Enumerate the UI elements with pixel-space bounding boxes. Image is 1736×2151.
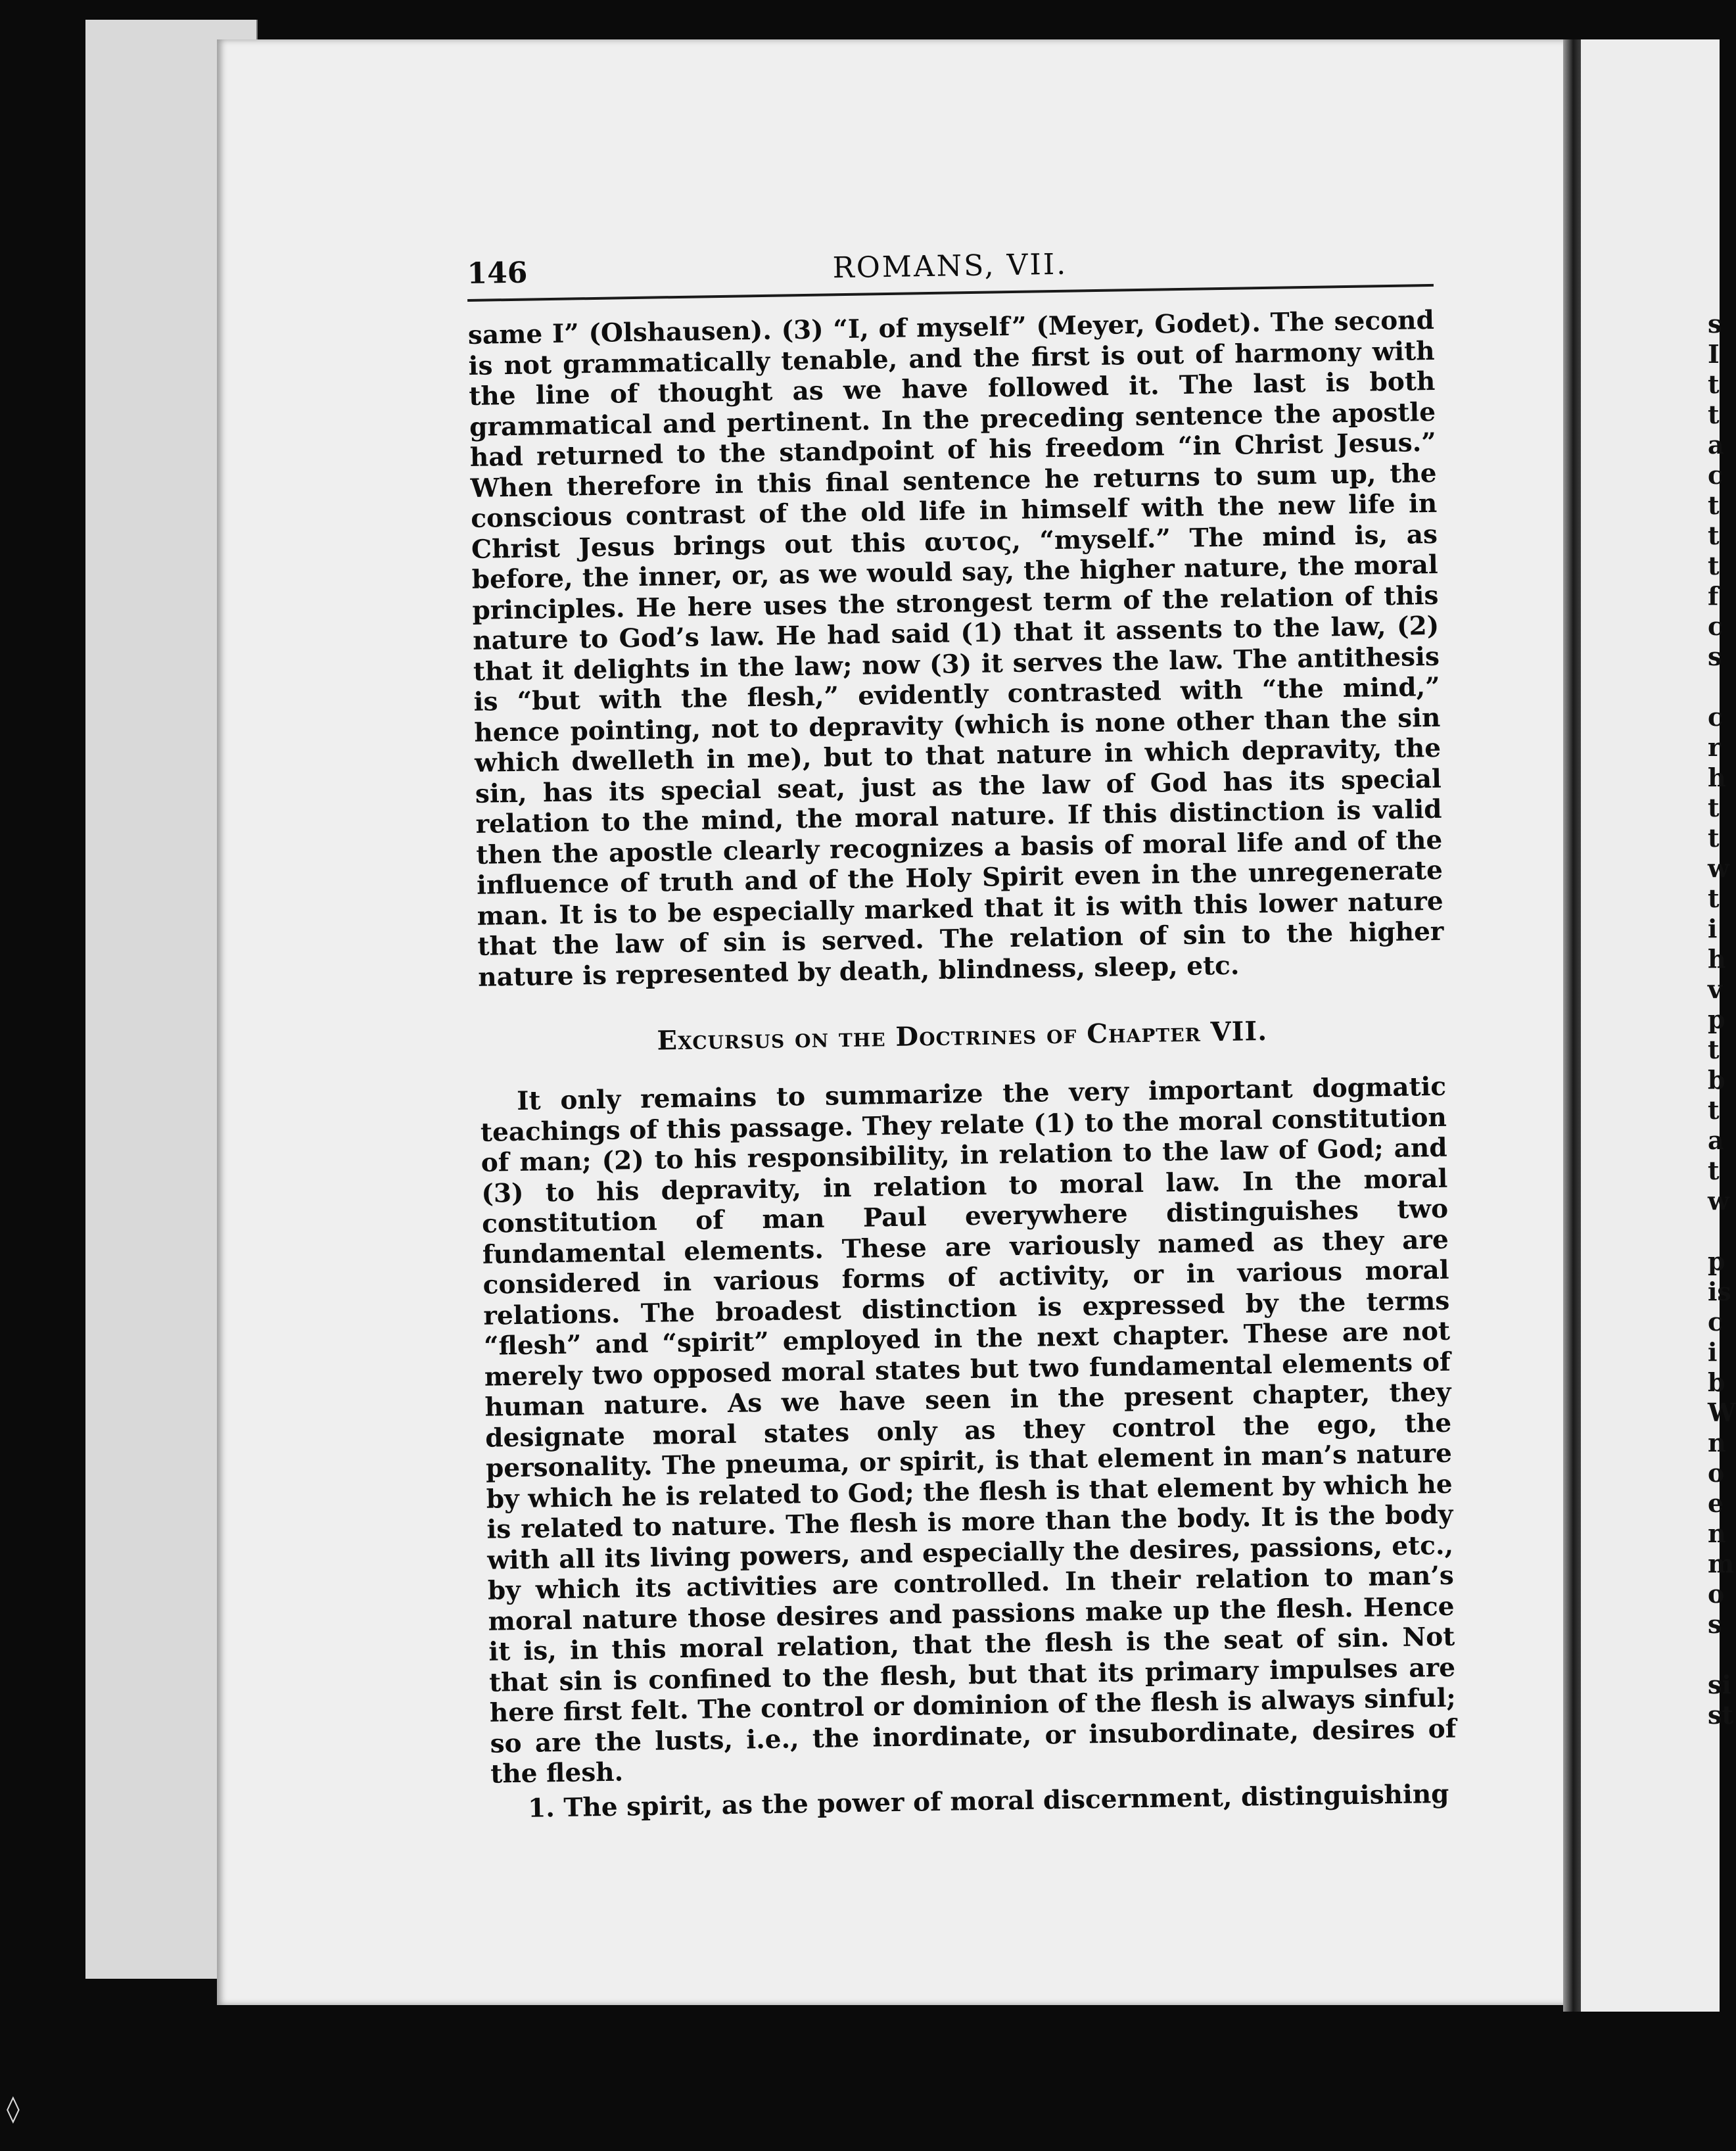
facing-page-text-fragments: s I t t a c t t t f c s c r h t t w t i h v p t b t a t w p is c i b W n o e n m o s si st	[1708, 309, 1736, 1730]
body-paragraph: same I” (Olshausen). (3) “I, of myself” (Meyer, Godet). The second is not grammatically tenable, and the first is out of harmony with the line of thought as we have followed it. The last is both grammatical and pertinent. In the preceding sentence the apostle had returned to the standpoint of his freedom “in Christ Jesus.” When therefore in this final sentence he returns to sum up, the conscious contrast of the old life in himself with the new life in Christ Jesus brings out this αυτος, “myself.” The mind is, as before, the inner, or, as we would say, the higher nature, the moral principles. He here uses the strongest term of the relation of this nature to God’s law. He had said (1) that it assents to the law, (2) that it delights in the law; now (3) it serves the law. The antithesis is “but with the flesh,” evidently contrasted with “the mind,” hence pointing, not to depravity (which is none other than the sin which dwelleth in me), but to that nature in which depravity, the sin, has its special seat, just as the law of God has its special relation to the mind, the moral nature. If this distinction is valid then the apostle clearly recognizes a basis of moral life and of the influence of truth and of the Holy Spirit even in the unregenerate man. It is to be especially marked that it is with this lower nature that the law of sin is served. The relation of sin to the higher nature is represented by death, blindness, sleep, etc.	[467, 304, 1444, 993]
numbered-paragraph: 1. The spirit, as the power of moral discernment, distinguishing	[527, 1778, 1449, 1824]
page-content	[467, 238, 1457, 1824]
section-heading: Excursus on the Doctrines of Chapter VII.	[657, 1016, 1268, 1056]
scan-corner-mark: ◊	[7, 2094, 20, 2124]
running-title: ROMANS, VII.	[832, 247, 1068, 285]
body-paragraph: It only remains to summarize the very important dogmatic teachings of this passage. They relate (1) to the moral constitution of man; (2) to his responsibility, in relation to the law of God; and (3) to his depravity, in relation to moral law. In the moral constitution of man Paul everywhere distinguishes two fundamental elements. These are variously named as they are considered in various forms of activity, or in various moral relations. The broadest distinction is expressed by the terms “flesh” and “spirit” employed in the next chapter. These are not merely two opposed moral states but two fundamental elements of human nature. As we have seen in the present chapter, they designate moral states only as they control the ego, the personality. The pneuma, or spirit, is that element in man’s nature by which he is related to God; the flesh is that element by which he is related to nature. The flesh is more than the body. It is the body with all its living powers, and especially the desires, passions, etc., by which its activities are controlled. In their relation to man’s moral nature those desires and passions make up the flesh. Hence it is, in this moral relation, that the flesh is the seat of sin. Not that sin is confined to the flesh, but that its primary impulses are here first felt. The control or dominion of the flesh is always sinful; so are the lusts, i.e., the inordinate, or insubordinate, desires of the flesh.	[480, 1071, 1457, 1789]
page-number: 146	[467, 256, 528, 291]
